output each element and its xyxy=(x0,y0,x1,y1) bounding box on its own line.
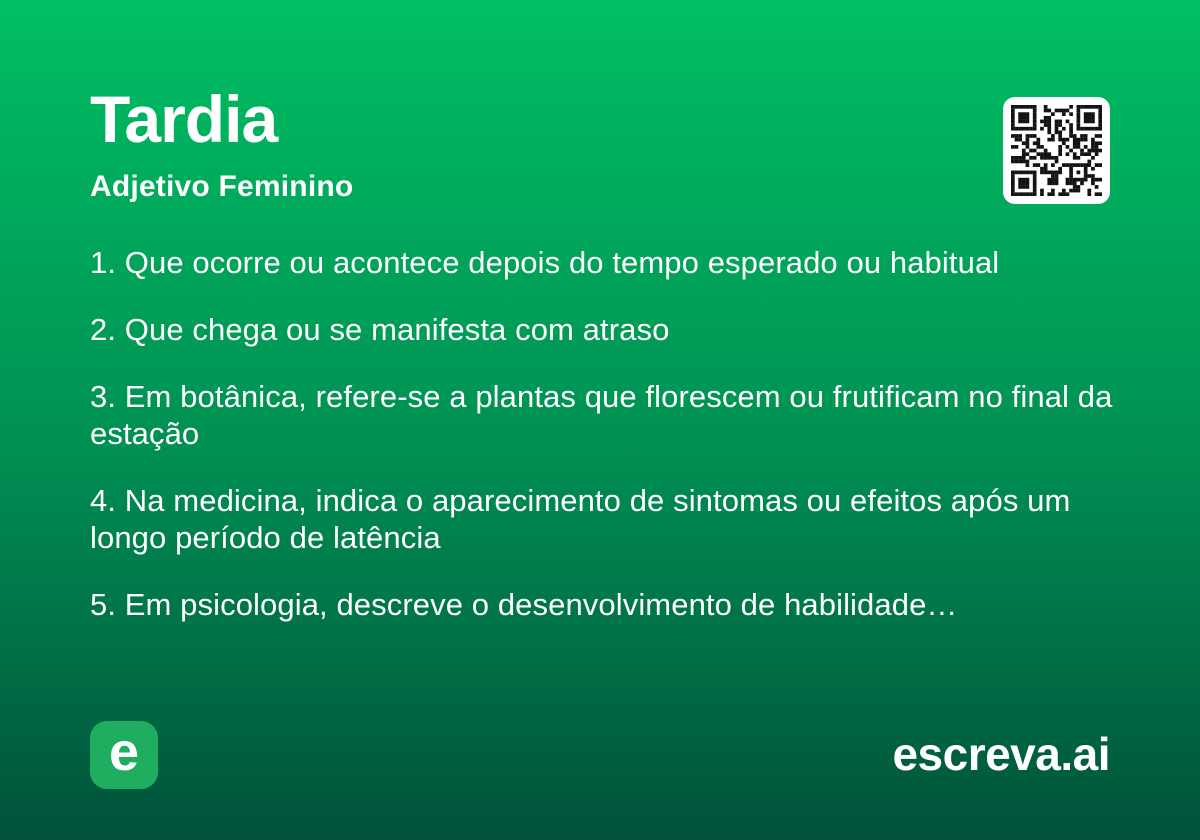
brand-name: escreva.ai xyxy=(892,728,1110,780)
definition-item-2: 2. Que chega ou se manifesta com atraso xyxy=(90,312,670,347)
word-class-subtitle: Adjetivo Feminino xyxy=(90,170,354,203)
definition-item-3: 3. Em botânica, refere-se a plantas que florescem ou frutificam no final da estação xyxy=(90,379,1113,451)
definitions-list xyxy=(90,244,1120,653)
title-block xyxy=(90,82,354,204)
definition-item-1: 1. Que ocorre ou acontece depois do tempo esperado ou habitual xyxy=(90,245,1000,280)
escreva-logo-icon xyxy=(90,721,158,789)
qr-code-pattern xyxy=(1011,105,1102,196)
page-title: Tardia xyxy=(90,82,278,156)
definition-item-5: 5. Em psicologia, descreve o desenvolvimento de habilidade… xyxy=(90,587,958,622)
definition-item-4: 4. Na medicina, indica o aparecimento de sintomas ou efeitos após um longo período de latência xyxy=(90,483,1071,555)
qr-code-icon xyxy=(1003,97,1110,204)
logo-letter: e xyxy=(108,722,140,782)
